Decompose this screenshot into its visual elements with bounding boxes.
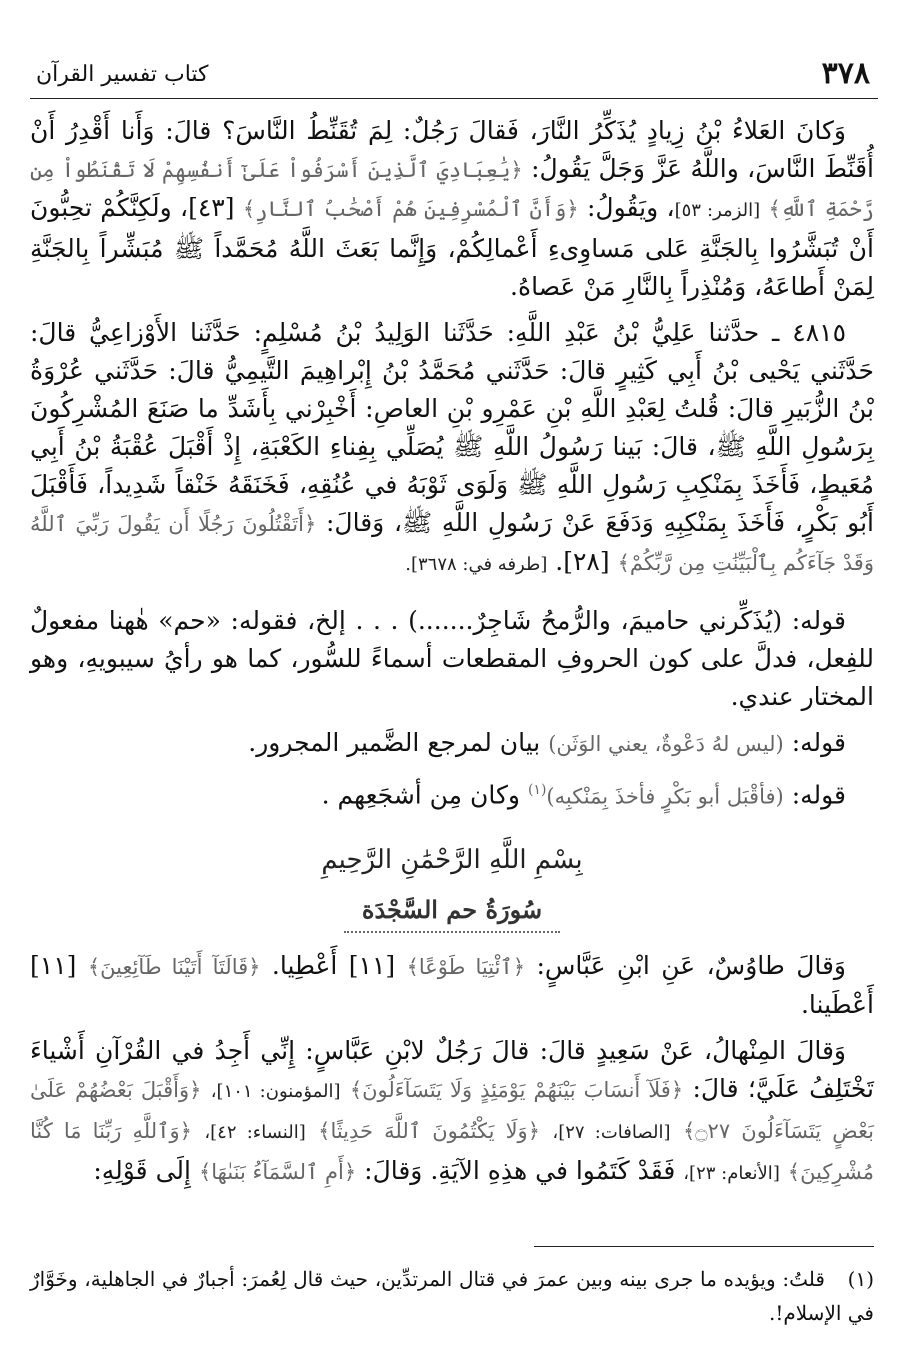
verse-reference: [الزمر: ٥٣] xyxy=(674,200,761,221)
text: [١١] أَعْطَينا. xyxy=(30,951,874,1020)
verse-reference: [النساء: ٤٢]، xyxy=(204,1122,306,1144)
footnote-text: قلتُ: ويؤيده ما جرى بينه وبين عمرَ في قتال المرتدِّين، حيث قال لِعُمرَ: أجبارٌ في الجاهلية، وخَوَّارٌ في الإسلام!. xyxy=(30,1267,874,1325)
quran-quote: ﴿وَلَا يَكْتُمُونَ ٱللَّهَ حَدِيثًا﴾ xyxy=(318,1119,540,1144)
page-header xyxy=(30,52,878,99)
text: وَقالَ طاوُسٌ، عَنِ ابْنِ عَبَّاسٍ: xyxy=(536,951,847,981)
quran-quote: ﴿أَتَقْتُلُونَ رَجُلًا أَن يَقُولَ رَبِّيَ ٱللَّهُ وَقَدْ جَآءَكُم بِٱلْبَيِّنَٰتِ مِن رَّبِّكُمْ﴾ xyxy=(30,512,874,575)
commentary-abu-bakr xyxy=(30,771,874,815)
text: قوله: xyxy=(791,780,846,810)
text: [٢٨]. xyxy=(555,547,610,576)
verse-reference: [الأنعام: ٢٣]، xyxy=(683,1163,780,1185)
text: وكان مِن أشجَعِهم . xyxy=(321,780,520,810)
paragraph-minhal xyxy=(30,1032,874,1193)
text: ، ويَقُولُ: xyxy=(587,193,675,222)
cross-reference: [طرفه في: ٣٦٧٨]. xyxy=(405,554,548,575)
page-number: ٣٧٨ xyxy=(821,56,870,91)
page-body xyxy=(30,112,874,1201)
running-title: كتاب تفسير القرآن xyxy=(36,62,209,87)
quran-quote: ﴿ٱئْتِيَا طَوْعًا﴾ xyxy=(406,955,526,980)
quran-quote: ﴿يَٰعِبَادِيَ ٱلَّذِينَ أَسْرَفُواْ عَلَىٰٓ أَنفُسِهِمْ لَا تَقْنَطُواْ مِن رَّحْمَةِ ٱللَّهِ﴾ xyxy=(30,158,874,221)
quran-quote: ﴿قَالَتَآ أَتَيْنَا طَآئِعِينَ﴾ xyxy=(87,955,261,980)
text: قوله: (يُذَكِّرني حاميمَ، والرُّمحُ شَاجِرٌ.......) . . . إلخ، فقوله: «حم» هٰهنا مفعولٌ للفِعل، فدلَّ على كون الحروفِ المقطعات أسماءً للسُّور، كما هو رأيُ سيبويهِ، وهو المختار عندي. xyxy=(30,606,874,711)
paragraph-tawus xyxy=(30,947,874,1024)
surah-title xyxy=(30,889,874,933)
quran-quote: ﴿وَأَنَّ ٱلْمُسْرِفِينَ هُمْ أَصْحَٰبُ ٱلنَّارِ﴾ xyxy=(242,197,579,221)
surah-title-text: سُورَةُ حم السَّجْدَة xyxy=(344,889,560,933)
verse-reference: [المؤمنون: ١٠١]، xyxy=(210,1081,341,1103)
footnote-number: (١) xyxy=(847,1267,874,1291)
quran-quote: ﴿فَلَآ أَنسَابَ بَيْنَهُمْ يَوْمَئِذٍ وَلَا يَتَسَآءَلُونَ﴾ xyxy=(349,1078,684,1103)
text: ٤٨١٥ ـ حدَّثنا عَلِيُّ بْنُ عَبْدِ اللَّهِ: حَدَّثَنا الوَلِيدُ بْنُ مُسْلِمٍ: حَدَّثَنا الأَوْزاعِيُّ قالَ: حَدَّثَني يَحْيى بْنُ أَبِي كَثِيرٍ قالَ: حَدَّثَني مُحَمَّدُ بْنُ إِبْراهِيمَ التَّيمِيُّ قالَ: حَدَّثَني عُرْوَةُ بْنُ الزُّبَيرِ قالَ: قُلتُ لِعَبْدِ اللَّهِ بْنِ عَمْرِو بْنِ العاصِ: أَخْبِرْني بِأَشَدِّ ما صَنَعَ المُشْرِكُونَ بِرَسُولِ اللَّهِ ﷺ، قالَ: بَينا رَسُولُ اللَّهِ ﷺ يُصَلِّي بِفِناءِ الكَعْبَةِ، إِذْ أَقْبَلَ عُقْبَةُ بْنُ أَبِي مُعَيطٍ، فَأَخَذَ بِمَنْكِبِ رَسُولِ اللَّهِ ﷺ وَلَوَى ثَوْبَهُ في عُنُقِهِ، فَخَنَقَهُ خَنْقاً شَدِيداً، فَأَقْبَلَ أَبُو بَكْرٍ، فَأَخَذَ بِمَنْكِبِهِ وَدَفَعَ عَنْ رَسُولِ اللَّهِ ﷺ، وَقالَ: xyxy=(30,318,874,537)
footnote-divider xyxy=(534,1246,874,1247)
paragraph-ala-ibn-ziyad xyxy=(30,112,874,306)
text: وَقالَ المِنْهالُ، عَنْ سَعِيدٍ قالَ: قالَ رَجُلٌ لابْنِ عَبَّاسٍ: إِنِّي أَجِدُ في القُرْآنِ أَشْياءَ تَخْتَلِفُ عَلَيَّ؛ قالَ: xyxy=(30,1036,874,1104)
quoted-phrase: (فأقْبَل أبو بَكْرٍ فأخذَ بِمَنْكبِه) xyxy=(546,784,784,809)
text: [٤٣]، ولَكِنَّكُمْ تحِبُّونَ أَنْ تُبَشَّرُوا بِالجَنَّةِ عَلى مَساوِىءِ أَعْمالِكُمْ، وَإِنَّما بَعَثَ اللَّهُ مُحَمَّداً ﷺ مُبَشِّراً بِالجَنَّةِ لِمَنْ أَطاعَهُ، وَمُنْذِراً بِالنَّارِ مَنْ عَصاهُ. xyxy=(30,193,874,301)
text: بيان لمرجع الضَّمير المجرور. xyxy=(248,728,541,757)
quoted-phrase: (ليس لهُ دَعْوةٌ، يعني الوَثَن) xyxy=(548,732,784,756)
text: فَقَدْ كَتَمُوا في هذِهِ الآيَةِ. وَقالَ: xyxy=(364,1156,676,1186)
quran-quote: ﴿وَأَقْبَلَ بَعْضُهُمْ عَلَىٰ بَعْضٍ يَتَسَآءَلُونَ ۝٢٧﴾ xyxy=(30,1078,874,1144)
text: إِلَى قَوْلِهِ: xyxy=(93,1156,191,1186)
text: قوله: xyxy=(791,728,846,757)
text: [١١] أَعْطِيا. xyxy=(271,951,396,981)
text: وَكانَ العَلاءُ بْنُ زِيادٍ يُذَكِّرُ النَّارَ، فَقالَ رَجُلٌ: لِمَ تُقَنِّطُ النَّاسَ؟ قالَ: وَأَنا أَقْدِرُ أَنْ أُقَنِّطَ النَّاسَ، واللَّهُ عَزَّ وَجَلَّ يَقُولُ: xyxy=(30,116,874,183)
footnote-marker: (١) xyxy=(527,782,547,798)
verse-reference: [الصافات: ٢٧]، xyxy=(552,1122,671,1144)
basmala: بِسْمِ اللَّهِ الرَّحْمَٰنِ الرَّحِيمِ xyxy=(321,845,583,876)
hadith-4815 xyxy=(30,314,874,584)
quran-quote: ﴿أَمِ ٱلسَّمَآءُ بَنَىٰهَا﴾ xyxy=(198,1160,357,1185)
quran-quote: ﴿وَٱللَّهِ رَبِّنَا مَا كُنَّا مُشْرِكِينَ﴾ xyxy=(30,1119,874,1185)
commentary-hamim xyxy=(30,602,874,716)
footnote xyxy=(30,1262,874,1330)
commentary-dawah xyxy=(30,724,874,763)
